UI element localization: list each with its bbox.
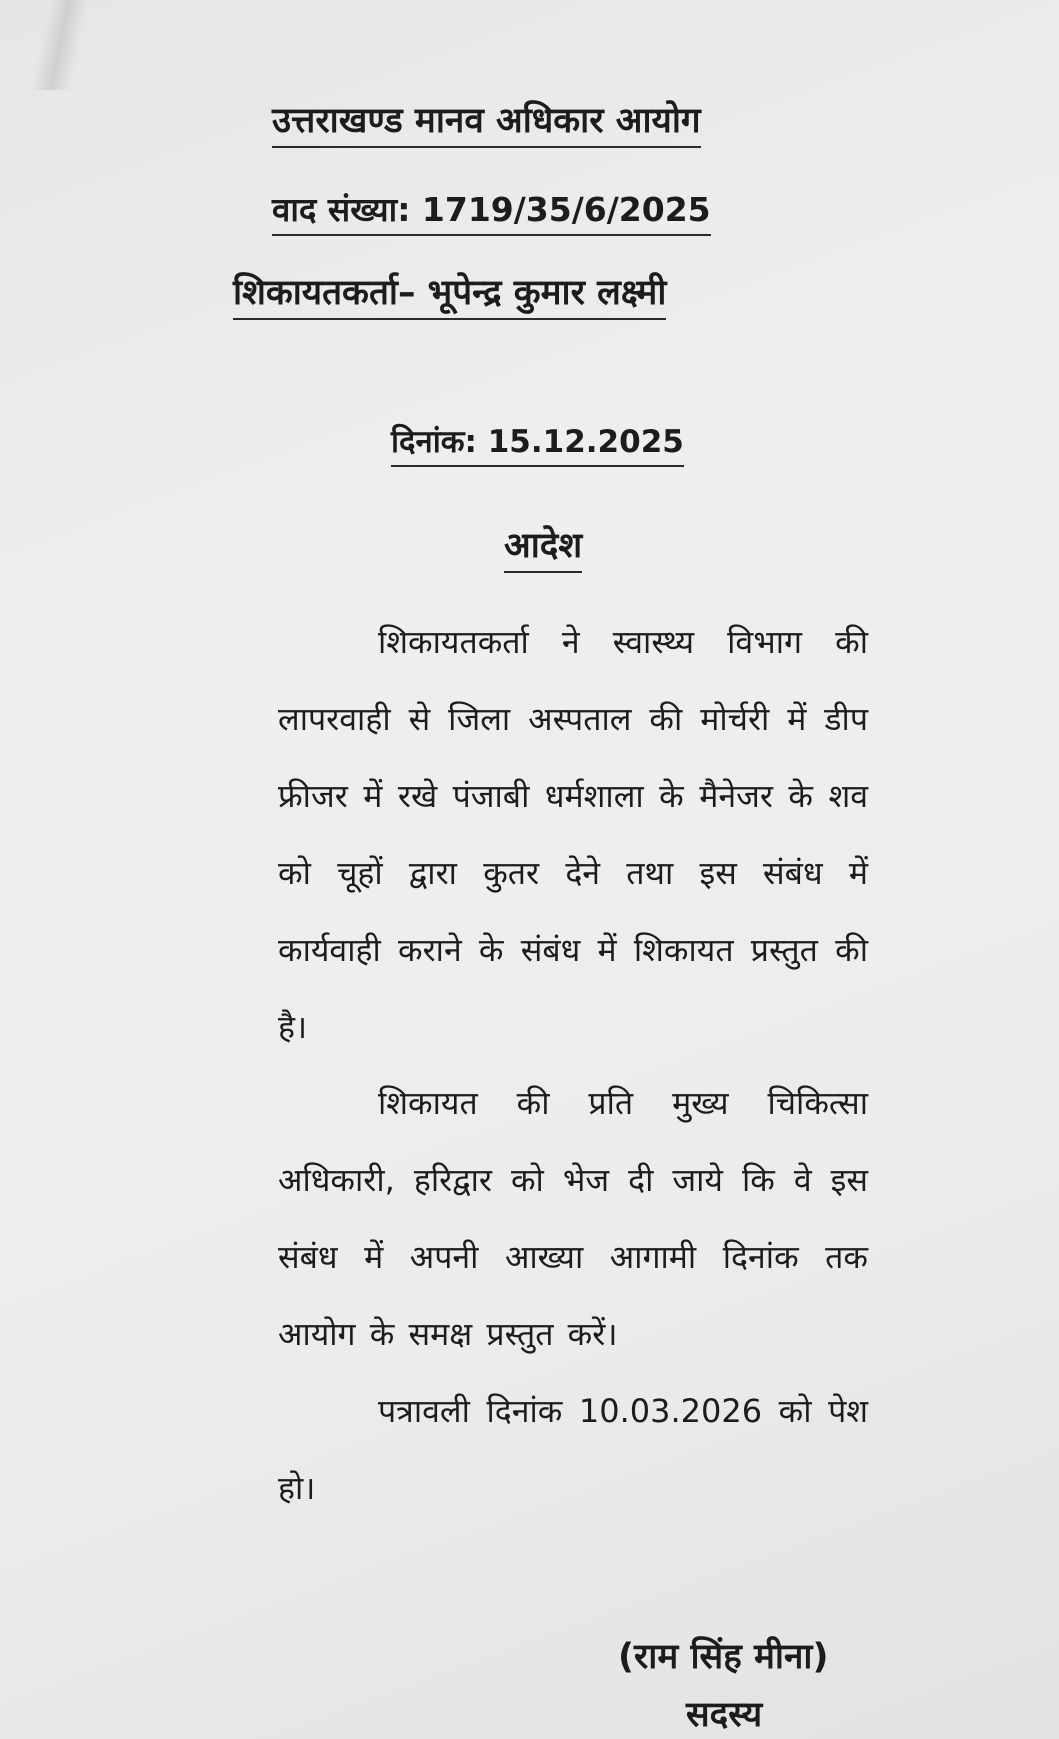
paper-fold-shadow [30,0,89,90]
signatory-designation: सदस्य [686,1695,763,1735]
order-paragraph: शिकायत की प्रति मुख्य चिकित्सा अधिकारी, हरिद्वार को भेज दी जाये कि वे इस संबंध में अपनी आख्या आगामी दिनांक तक आयोग के समक्ष प्रस्तुत करें। [278,1084,868,1353]
case-number: वाद संख्या: 1719/35/6/2025 [272,190,711,236]
complainant-name: शिकायतकर्ता– भूपेन्द्र कुमार लक्ष्मी [233,272,666,320]
organization-heading: उत्तराखण्ड मानव अधिकार आयोग [272,100,701,148]
order-paragraph: पत्रावली दिनांक 10.03.2026 को पेश हो। [278,1392,868,1507]
order-date: दिनांक: 15.12.2025 [391,424,684,467]
order-title: आदेश [504,525,582,573]
order-paragraph: शिकायतकर्ता ने स्वास्थ्य विभाग की लापरवाही से जिला अस्पताल की मोर्चरी में डीप फ्रीजर में रखे पंजाबी धर्मशाला के मैनेजर के शव को चूहों द्वारा कुतर देने तथा इस संबंध में कार्यवाही कराने के संबंध में शिकायत प्रस्तुत की है। [278,623,868,1046]
signatory-name: (राम सिंह मीना) [618,1637,829,1677]
